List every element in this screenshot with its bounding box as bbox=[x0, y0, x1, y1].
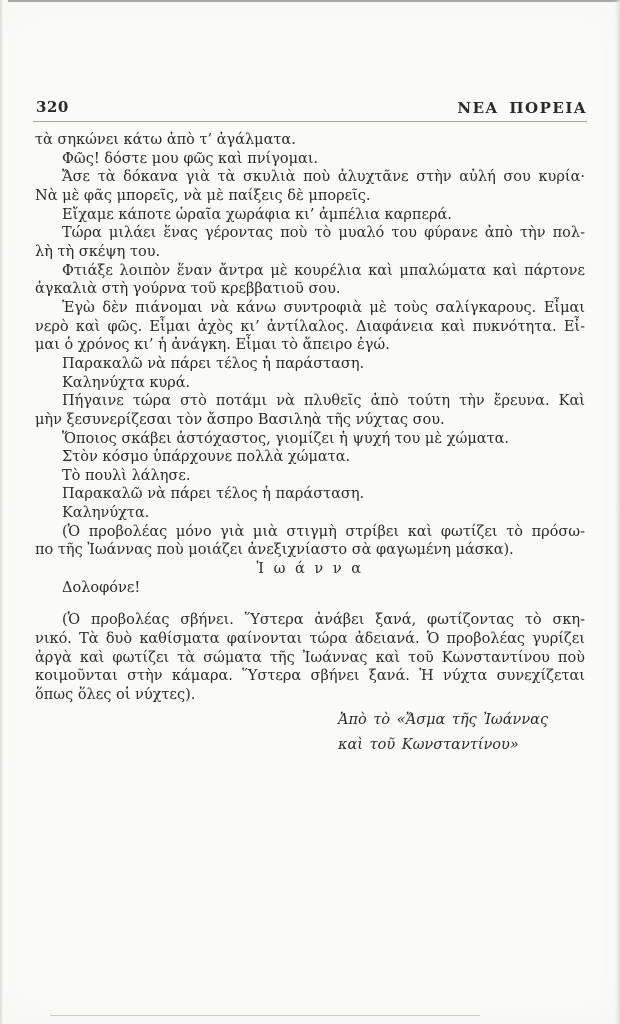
scan-edge-left bbox=[0, 0, 3, 1024]
text-line: Καληνύχτα κυρά. bbox=[62, 374, 191, 391]
text-line: (Ὁ προβολέας μόνο γιὰ μιὰ στιγμὴ στρίβει καὶ φωτίζει τὸ πρόσω- bbox=[62, 523, 585, 540]
text-line: Φῶς! δόστε μου φῶς καὶ πνίγομαι. bbox=[62, 150, 319, 167]
text-line: μὴν ξεσυνερίζεσαι τὸν ἄσπρο Βασιληὰ τῆς νύχτας σου. bbox=[35, 411, 445, 428]
source-attribution bbox=[338, 708, 598, 758]
text-line: ὅπως ὅλες οἱ νύχτες). bbox=[35, 687, 196, 704]
text-line: Φτιάξε λοιπὸν ἕναν ἄντρα μὲ κουρέλια καὶ μπαλώματα καὶ πάρτονε bbox=[62, 262, 585, 279]
text-line: Ἐγὼ δὲν πιάνομαι νὰ κάνω συντροφιὰ μὲ τοὺς σαλίγκαρους. Εἶμαι bbox=[62, 299, 585, 316]
text-line: Εἴχαμε κάποτε ὡραῖα χωράφια κι’ ἀμπέλια καρπερά. bbox=[62, 206, 452, 223]
page-number: 320 bbox=[36, 98, 69, 116]
text-line: ἀργὰ καὶ φωτίζει τὰ σώματα τῆς Ἰωάννας καὶ τοῦ Κωνσταντίνου ποὺ bbox=[35, 649, 585, 666]
text-line: ἀγκαλιὰ στὴ γούρνα τοῦ κρεββατιοῦ σου. bbox=[35, 281, 341, 298]
text-line: Ὅποιος σκάβει ἀστόχαστος, γιομίζει ἡ ψυχή του μὲ χώματα. bbox=[62, 430, 509, 447]
text-line: λὴ τὴ σκέψη του. bbox=[35, 243, 161, 260]
text-line: Παρακαλῶ νὰ πάρει τέλος ἡ παράσταση. bbox=[62, 355, 365, 372]
body-text bbox=[35, 131, 585, 705]
text-line: Τὸ πουλὶ λάλησε. bbox=[62, 467, 191, 484]
text-line: Πήγαινε τώρα στὸ ποτάμι νὰ πλυθεῖς ἀπὸ τούτη τὴν ἔρευνα. Καὶ bbox=[62, 393, 585, 410]
text-line: Δολοφόνε! bbox=[62, 579, 141, 596]
text-line: μαι ὁ χρόνος κι’ ἡ ἀνάγκη. Εἶμαι τὸ ἄπειρο ἐγώ. bbox=[35, 337, 390, 354]
attribution-line: Ἀπὸ τὸ «Ἄσμα τῆς Ἰωάννας bbox=[338, 712, 549, 728]
text-line: νικό. Τὰ δυὸ καθίσματα φαίνονται τώρα ἀδειανά. Ὁ προβολέας γυρίζει bbox=[35, 631, 585, 648]
text-line: Στὸν κόσμο ὑπάρχουνε πολλὰ χώματα. bbox=[62, 449, 351, 466]
text-line: (Ὁ προβολέας σβήνει. Ὕστερα ἀνάβει ξανά, φωτίζοντας τὸ σκη- bbox=[62, 612, 585, 629]
speaker-heading: Ἰ ω ά ν ν α bbox=[256, 561, 364, 578]
text-line: Ἄσε τὰ δόκανα γιὰ τὰ σκυλιὰ ποὺ ἀλυχτᾶνε στὴν αὐλή σου κυρία· bbox=[62, 169, 585, 186]
header-rule bbox=[33, 121, 587, 122]
text-line: τὰ σηκώνει κάτω ἀπὸ τ’ ἀγάλματα. bbox=[35, 132, 296, 148]
text-line: Παρακαλῶ νὰ πάρει τέλος ἡ παράσταση. bbox=[62, 486, 365, 503]
journal-title: ΝΕΑ ΠΟΡΕΙΑ bbox=[457, 99, 587, 117]
text-line: πο τῆς Ἰωάννας ποὺ μοιάζει ἀνεξιχνίαστο σὰ φαγωμένη μάσκα). bbox=[35, 542, 514, 559]
text-line: Καληνύχτα. bbox=[62, 505, 150, 522]
scan-edge-top bbox=[8, 0, 620, 2]
text-line: νερὸ καὶ φῶς. Εἶμαι ἀχὸς κι’ ἀντίλαλος. Διαφάνεια καὶ πυκνότητα. Εἶ- bbox=[35, 318, 585, 335]
text-line: Τώρα μιλάει ἕνας γέροντας ποὺ τὸ μυαλό του φύρανε ἀπὸ τὴν πολ- bbox=[62, 225, 585, 242]
attribution-line: καὶ τοῦ Κωνσταντίνου» bbox=[338, 737, 519, 753]
text-line: κοιμοῦνται στὴν κάμαρα. Ὕστερα σβήνει ξανά. Ἡ νύχτα συνεχίζεται bbox=[35, 668, 585, 685]
scan-edge-bottom bbox=[50, 1015, 480, 1016]
scan-edge-right bbox=[615, 0, 620, 1024]
text-line: Νὰ μὲ φᾶς μπορεῖς, νὰ μὲ παίξεις δὲ μπορεῖς. bbox=[35, 187, 371, 204]
